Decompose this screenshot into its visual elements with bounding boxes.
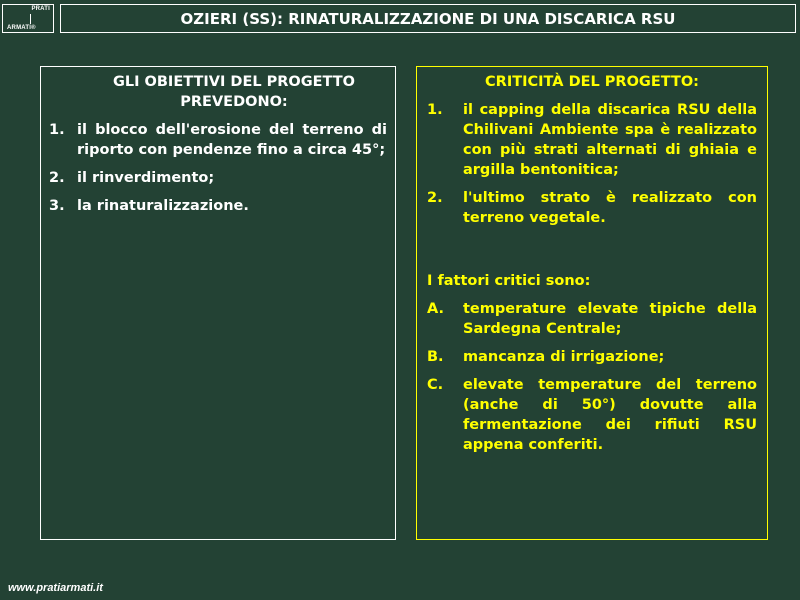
list-item <box>49 120 387 160</box>
list-item-text: il capping della discarica RSU della Chilivani Ambiente spa è realizzato con più strati alternati di ghiaia e argilla bentonitica; <box>463 102 757 178</box>
list-item-letter: A. <box>427 301 444 317</box>
list-item <box>427 299 757 339</box>
list-item-text: la rinaturalizzazione. <box>77 198 249 214</box>
list-item <box>49 168 387 188</box>
list-item-text: il blocco dell'erosione del terreno di riporto con pendenze fino a circa 45°; <box>77 122 387 158</box>
logo-divider <box>30 14 31 24</box>
list-item-number: 2. <box>49 170 65 186</box>
logo-text-bottom: ARMATI® <box>7 25 36 31</box>
objectives-panel <box>40 66 396 540</box>
objectives-heading: GLI OBIETTIVI DEL PROGETTO PREVEDONO: <box>112 74 356 110</box>
criticalities-panel <box>416 66 768 540</box>
list-item-text: il rinverdimento; <box>77 170 215 186</box>
list-item-number: 2. <box>427 190 443 206</box>
list-item-number: 1. <box>49 122 65 138</box>
critical-factors-heading: I fattori critici sono: <box>427 273 591 289</box>
logo <box>2 4 54 33</box>
list-item-text: l'ultimo strato è realizzato con terreno vegetale. <box>463 190 757 226</box>
list-item-text: mancanza di irrigazione; <box>463 349 665 365</box>
criticalities-heading: CRITICITÀ DEL PROGETTO: <box>485 74 699 90</box>
list-item-letter: B. <box>427 349 444 365</box>
list-item-number: 3. <box>49 198 65 214</box>
list-item <box>427 188 757 228</box>
page-title: OZIERI (SS): RINATURALIZZAZIONE DI UNA DISCARICA RSU <box>60 4 796 33</box>
website-link[interactable]: www.pratiarmati.it <box>8 582 103 594</box>
list-item-letter: C. <box>427 377 444 393</box>
list-item <box>49 196 387 216</box>
list-item <box>427 375 757 455</box>
list-item-number: 1. <box>427 102 443 118</box>
list-item-text: temperature elevate tipiche della Sardegna Centrale; <box>463 301 757 337</box>
logo-text-top: PRATI <box>31 6 50 12</box>
list-item <box>427 347 757 367</box>
list-item <box>427 100 757 180</box>
list-item-text: elevate temperature del terreno (anche di 50°) dovutte alla fermentazione dei rifiuti RSU appena conferiti. <box>463 377 757 453</box>
